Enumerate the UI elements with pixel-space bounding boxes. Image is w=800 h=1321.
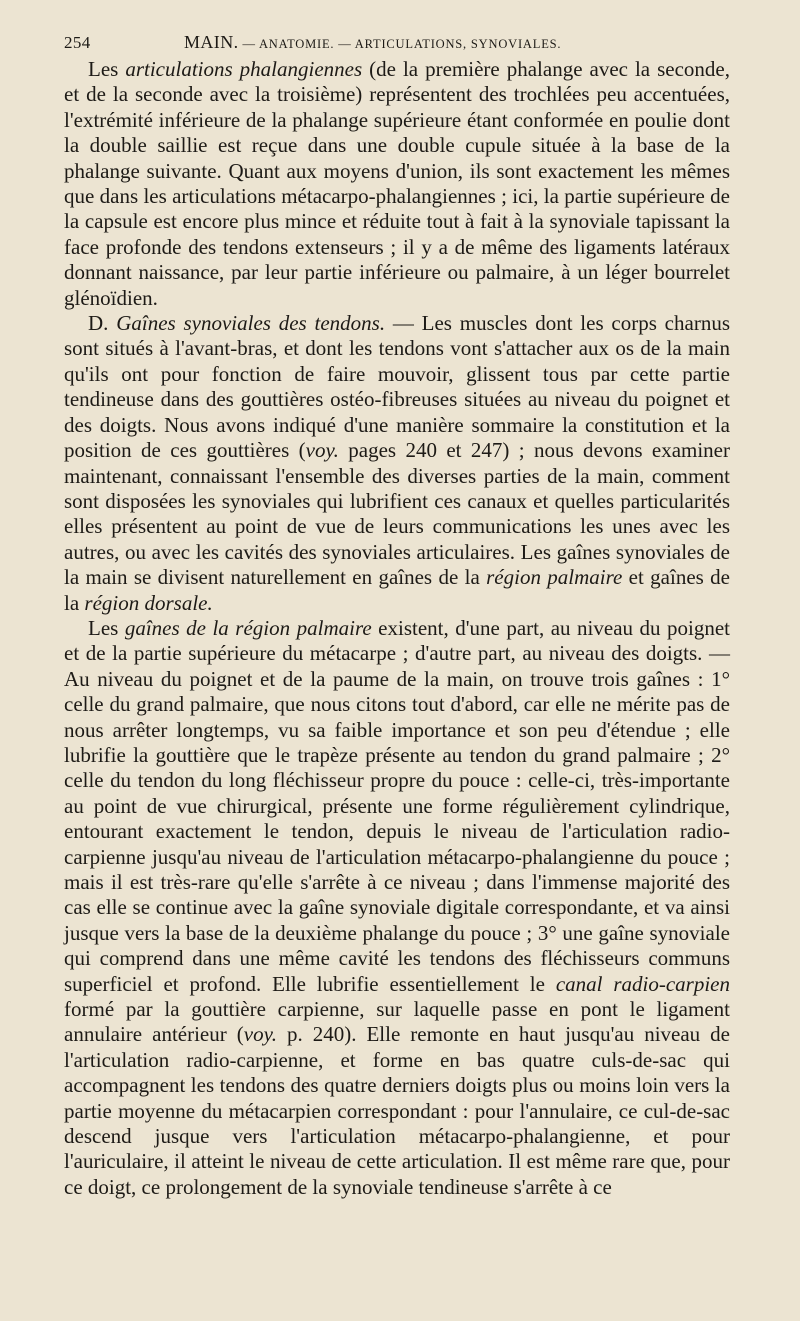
paragraph-articulations-phalangiennes: Les articulations phalangiennes (de la première phalange avec la seconde, et de la seconde avec la troisième) représentent des trochlées peu accentuées, l'extrémité inférieure de la phalange supérieure étant conformée en poulie dont la double saillie est reçue dans une double cupule située à la base de la phalange suivante. Quant aux moyens d'union, ils sont exactement les mêmes que dans les articulations métacarpo-phalangiennes ; ici, la partie supérieure de la capsule est encore plus mince et réduite tout à fait à la synoviale tapissant la face profonde des tendons extenseurs ; il y a de même des ligaments latéraux donnant naissance, par leur partie inférieure ou palmaire, à un léger bourrelet glénoïdien. [64, 57, 731, 310]
header-title: MAIN. [184, 32, 239, 52]
paragraph-region-palmaire: Les gaînes de la région palmaire existent, d'une part, au niveau du poignet et de la partie supérieure du métacarpe ; d'autre part, au niveau des doigts. — Au niveau du poignet et de la paume de la main, on trouve trois gaînes : 1° celle du grand palmaire, que nous citons tout d'abord, car elle ne mérite pas de nous arrêter longtemps, vu sa faible importance et son peu d'étendue ; elle lubrifie la gouttière que le trapèze présente au tendon du grand palmaire ; 2° celle du tendon du long fléchisseur propre du pouce : celle-ci, très-importante au point de vue chirurgical, présente une forme régulièrement cylindrique, entourant exactement le tendon, depuis le niveau de l'articulation radio-carpienne jusqu'au niveau de l'articulation métacarpo-phalangienne du pouce ; mais il est très-rare qu'elle s'arrête à ce niveau ; dans l'immense majorité des cas elle se continue avec la gaîne synoviale digitale correspondante, et va ainsi jusque vers la base de la deuxième phalange du pouce ; 3° une gaîne synoviale qui comprend dans une même cavité les tendons des fléchisseurs communs superficiel et profond. Elle lubrifie essentiellement le canal radio-carpien formé par la gouttière carpienne, sur laquelle passe en pont le ligament annulaire antérieur (voy. p. 240). Elle remonte en haut jusqu'au niveau de l'articulation radio-carpienne, et forme en bas quatre culs-de-sac qui accompagnent les tendons des quatre derniers doigts plus ou moins loin vers la partie moyenne du métacarpien correspondant : pour l'annulaire, ce cul-de-sac descend jusque vers l'articulation métacarpo-phalangienne, et pour l'auriculaire, il atteint le niveau de cette articulation. Il est même rare que, pour ce doigt, ce prolongement de la synoviale tendineuse s'arrête à ce [64, 615, 731, 1199]
header-section: — ANATOMIE. — ARTICULATIONS, SYNOVIALES. [242, 37, 562, 51]
running-header [64, 32, 730, 53]
paragraph-gaines-synoviales: D. Gaînes synoviales des tendons. — Les muscles dont les corps charnus sont situés à l'avant-bras, et dont les tendons vont s'attacher aux os de la main qu'ils ont pour fonction de faire mouvoir, glissent tous par cette partie tendineuse dans des gouttières ostéo-fibreuses situées au niveau du poignet et des doigts. Nous avons indiqué d'une manière sommaire la constitution et la position de ces gouttières (voy. pages 240 et 247) ; nous devons examiner maintenant, connaissant l'ensemble des diverses parties de la main, comment sont disposées les synoviales qui lubrifient ces canaux et quelles particularités elles présentent au point de vue de leurs communications les unes avec les autres, ou avec les cavités des synoviales articulaires. Les gaînes synoviales de la main se divisent naturellement en gaînes de la région palmaire et gaînes de la région dorsale. [64, 311, 730, 615]
page-number: 254 [64, 33, 91, 52]
